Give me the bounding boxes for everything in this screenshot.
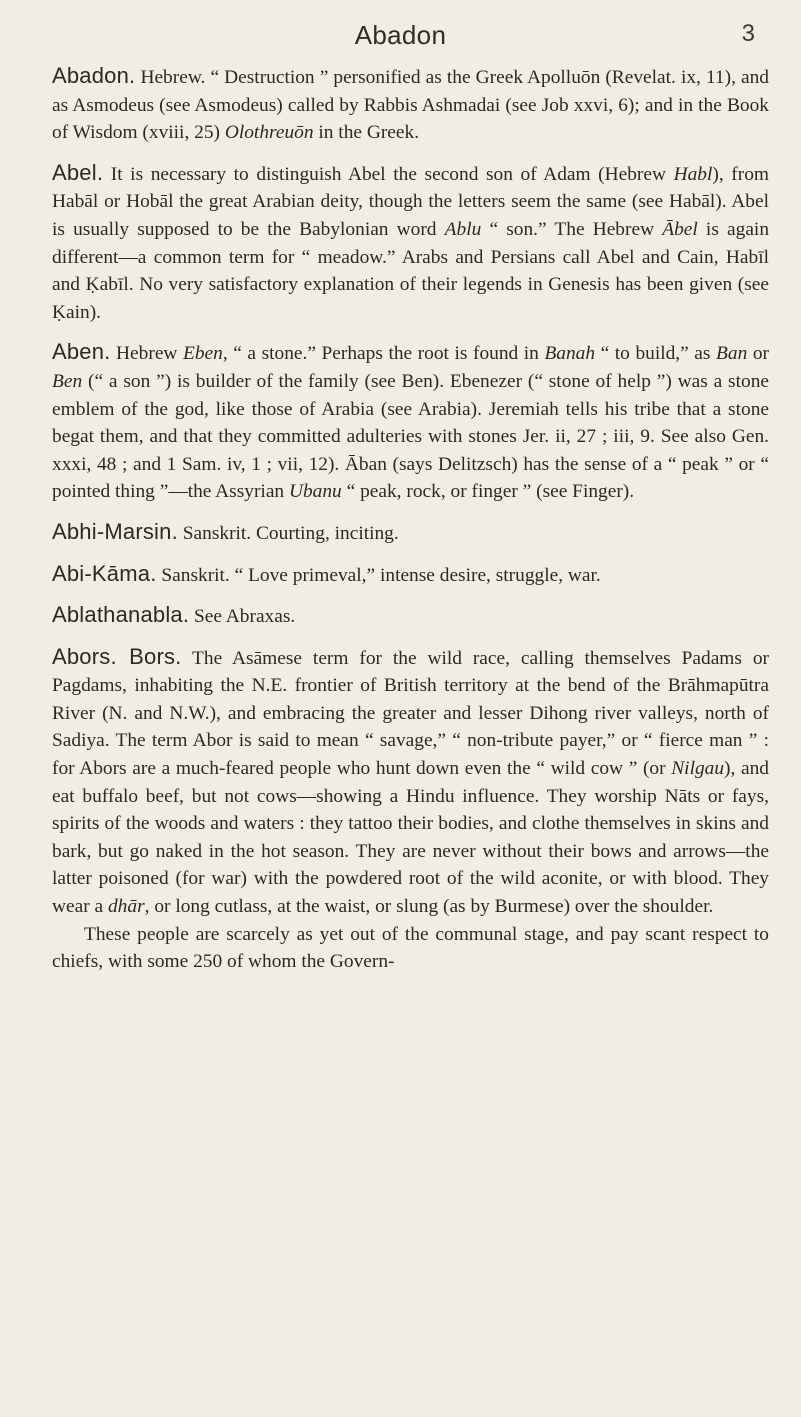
running-head [0, 14, 801, 58]
abors-continuation-paragraph: These people are scarcely as yet out of the communal stage, and pay scant respect to chiefs, with some 250 of whom the Govern- [52, 923, 769, 973]
entry-text: See Abraxas. [189, 606, 296, 628]
italic-term: Ban [716, 343, 748, 365]
entry-text: “ son.” The Hebrew [481, 218, 663, 240]
entry-abhi-marsin [52, 518, 769, 548]
italic-term: Eben [183, 343, 223, 365]
entry-text: (“ a son ”) is builder of the family (see Ben). Ebenezer (“ stone of help ”) was a stone emblem of the god, like those of Arabia (see Arabia). Jeremiah tells his tribe that a stone begat them, and that they committed adulteries with stones Jer. ii, 27 ; iii, 9. See also Gen. xxxi, 48 ; and 1 Sam. iv, 1 ; vii, 12). Āban (says Delitzsch) has the sense of a “ peak ” or “ pointed thing ”—the Assyrian [52, 370, 769, 503]
italic-term: Ābel [662, 218, 698, 240]
entry-text: “ peak, rock, or finger ” (see Finger). [341, 481, 635, 503]
italic-term: Olothreuōn [224, 122, 314, 144]
entry-text: Hebrew. “ Destruction ” personified as the Greek Apolluōn (Revelat. ix, 11), and as Asmodeus (see Asmodeus) called by Rabbis Ashmadai (see Job xxvi, 6); and in the Book of Wisdom (xviii, 25) [52, 67, 769, 144]
dictionary-text [52, 62, 769, 976]
headword-abhi-marsin: Abhi-Marsin. [52, 518, 178, 544]
entry-text: ), from Habāl or Hobāl the great Arabian deity, though the letters seem the same (see Habāl). Abel is usually supposed to be the Babylonian word [52, 163, 769, 240]
entry-text: in the Greek. [313, 122, 420, 144]
headword-abadon: Abadon. [52, 63, 136, 88]
entry-text: It is necessary to distinguish Abel the second son of Adam (Hebrew [103, 163, 674, 185]
entry-text: Hebrew [110, 343, 183, 365]
entry-abadon [52, 62, 769, 147]
entry-text: The Asāmese term for the wild race, calling themselves Padams or Pagdams, inhabiting the N.E. frontier of British territory at the bend of the Brāhmapūtra River (N. and N.W.), and embracing the greater and lesser Dihong river valleys, north of Sadiya. The term Abor is said to mean “ savage,” “ non-tribute payer,” or “ fierce man ” : for Abors are a much-feared people who hunt down even the “ wild cow ” (or [52, 647, 769, 780]
italic-term: Nilgau [671, 758, 725, 780]
entry-text: Sanskrit. Courting, inciting. [177, 522, 399, 544]
headword-abi-kama: Abi-Kāma. [52, 560, 157, 586]
running-title: Abadon [354, 20, 447, 50]
entry-abi-kama [52, 560, 769, 590]
entry-ablathanabla [52, 601, 769, 631]
page-number: 3 [741, 20, 755, 47]
italic-term: Ben [52, 370, 83, 392]
entry-abors [52, 643, 769, 921]
italic-term: Habl [673, 163, 713, 185]
headword-abors: Abors. Bors. [52, 643, 182, 669]
entry-text: or [747, 343, 769, 365]
entry-aben [52, 338, 769, 506]
entry-text: Sanskrit. “ Love primeval,” intense desire, struggle, war. [156, 564, 601, 586]
italic-term: Ubanu [288, 481, 342, 503]
entry-text: “ to build,” as [595, 343, 717, 365]
italic-term: Banah [544, 343, 596, 365]
headword-abel: Abel. [52, 159, 104, 185]
italic-term: dhār [107, 896, 145, 918]
headword-aben: Aben. [52, 339, 111, 365]
headword-ablathanabla: Ablathanabla. [52, 602, 190, 628]
entry-text: is again different—a common term for “ meadow.” Arabs and Persians call Abel and Cain, Habīl and Ḳabīl. No very satisfactory explanation of their legends in Genesis has been given (see Ḳain). [52, 218, 770, 323]
entry-text: ), and eat buffalo beef, but not cows—showing a Hindu influence. They worship Nāts or fays, spirits of the woods and waters : they tattoo their bodies, and clothe themselves in skins and bark, but go naked in the hot season. They are never without their bows and arrows—the latter poisoned (for war) with the powdered root of the wild aconite, or with blood. They wear a [52, 758, 770, 918]
entry-text: , or long cutlass, at the waist, or slung (as by Burmese) over the shoulder. [144, 896, 714, 918]
entry-abel [52, 159, 769, 327]
italic-term: Ablu [444, 218, 482, 240]
entry-text: , “ a stone.” Perhaps the root is found in [222, 343, 545, 365]
